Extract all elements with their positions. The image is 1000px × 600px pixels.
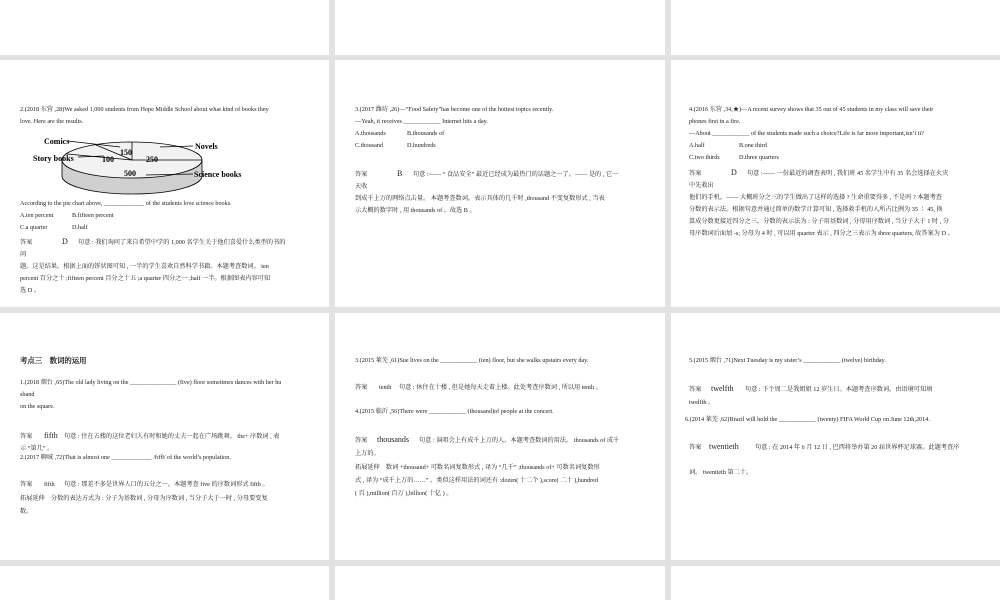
explanation-line: 上万的。	[355, 450, 380, 457]
explanation-line: 句意 : 我们询问了来自希望中学的 1,000 名学生关于他们喜爱什么类型的书的	[78, 239, 286, 246]
answer-value: twelfth	[711, 384, 734, 393]
question-text: 1.(2018 烟台 ,65)The old lady living on the _______________ (five) floor sometimes dances with her hu	[20, 379, 282, 386]
question-text-cont: —About ____________ of the students made such a choice?Life is far more important,isn’t it?	[689, 130, 924, 137]
explanation-line: 算成分数更接近四分之三。分数的表示法为 : 分子用基数词 , 分母用序数词 , 当分子大于 1 时 , 分	[689, 218, 950, 225]
question-text: 5.(2015 烟台 ,71)Next Tuesday is my sister’s ____________ (twelve) birthday.	[689, 357, 886, 364]
slide-section-3	[0, 313, 329, 560]
explanation-line: 示 “第几” 。	[20, 445, 54, 452]
answer-value: B	[397, 169, 403, 178]
explanation-line: 天收	[355, 183, 368, 190]
value-100: 100	[102, 155, 114, 164]
answer-value: tenth	[379, 384, 392, 391]
explanation-line: 母序数词后面加 -s; 分母为 4 时 , 可以用 quarter 表示 , 四分之三表示为 three quarters, 故答案为 D 。	[689, 230, 954, 237]
option-d: D.hundreds	[407, 142, 436, 149]
value-250: 250	[146, 155, 158, 164]
explanation-line: 示大概的数字时 , 用 thousands of 。故选 B 。	[355, 207, 476, 214]
explanation-line: 式 , 译为 “成千上万的……” 。类似这样用法的词还有 :dozen( 十二个 ),score( 二十 ),hundred	[355, 477, 598, 484]
answer-label: 答案	[355, 437, 368, 444]
explanation-line: percent 百分之十 ;fifteen percent 百分之十五 ;a quarter 四分之一 ;half 一半。根据图表内容可知	[20, 275, 271, 282]
answer-label: 答案	[20, 239, 33, 246]
answer-value: twentieth	[709, 442, 739, 451]
question-text-cont: love. Here are the results.	[20, 118, 84, 125]
slide-question-3-4	[335, 313, 665, 560]
option-c: C.thousand	[355, 142, 384, 149]
explanation-line: 拓展延伸 数词 +thousand+ 可数名词复数形式 , 译为 “几千” ;thousands of+ 可数名词复数形	[355, 464, 600, 471]
value-500: 500	[124, 169, 136, 178]
label-story-books: Story books	[33, 154, 74, 163]
explanation-line: 问	[20, 251, 27, 258]
explanation-line: 他们的手机。—— 大概班分之三的学生做出了这样的选择 ? 生命重要得多 , 不是吗 ? 本题考查	[689, 194, 942, 201]
slide-bottom-middle	[335, 566, 665, 600]
answer-label: 答案	[20, 481, 33, 488]
question-text: 3.(2017 潍坊 ,26)—“Food Safety”has become one of the hottest topics recently.	[355, 106, 554, 113]
section-title: 考点三 数词的运用	[20, 356, 87, 365]
option-d: D.three quarters	[739, 154, 779, 161]
answer-value: D	[731, 168, 737, 177]
question-text: 4.(2015 临沂 ,56)There were ____________ (thousand)of people at the concert.	[355, 408, 554, 415]
explanation-line: 数。	[20, 508, 33, 515]
question-text-cont: —Yeah, it receives ____________ Internet hits a day.	[355, 118, 488, 125]
option-a: A.ten percent	[20, 212, 54, 219]
explanation-line: 句意 : 休住在十楼 , 但是她每天走着上楼。此处考查序数词 , 所以用 tenth 。	[399, 384, 602, 391]
question-text-cont: on the square.	[20, 403, 55, 410]
answer-label: 答案	[355, 384, 368, 391]
option-a: A.thousands	[355, 130, 386, 137]
answer-value: thousands	[377, 435, 409, 444]
option-b: B.one third	[739, 142, 767, 149]
explanation-line: 句意 :—— 一份最近的调查表明 , 我们班 45 名学生中有 35 名会选择在火灾	[747, 170, 949, 177]
question-text: 4.(2016 东营 ,34,★)—A recent survey shows that 35 out of 45 students in my class will save their	[689, 106, 934, 113]
answer-label: 答案	[355, 171, 368, 178]
explanation-line: ( 百 ),million( 百万 ),billion( 十亿 ) 。	[355, 490, 453, 497]
explanation-line: 句意 : 在 2014 年 6 月 12 日 , 巴西将举办第 20 届世界杯足球赛。此题考查序	[755, 444, 960, 451]
option-b: B.fifteen percent	[72, 212, 114, 219]
explanation-line: 分数的表示法。根据句意并通过简单的数学计算可知 , 选择救手机的人所占比例为 35 ∶ 45, 换	[689, 206, 943, 213]
option-c: C.two thirds	[689, 154, 720, 161]
explanation-line: 句意 : 演唱会上有成千上万的人。本题考查数词的用法。 thousands of 成千	[419, 437, 620, 444]
explanation-line: 拓展延伸 分数的表达方式为 : 分子为基数词 , 分母为序数词 , 当分子大于一时 , 分母要变复	[20, 495, 268, 502]
explanation-line: 选 D 。	[20, 287, 40, 294]
explanation-line: 句意 : 住在五楼的这位老妇人有时和她的丈夫一起在广场跳舞。 the+ 序数词 , 表	[64, 433, 280, 440]
slide-bottom-left	[0, 566, 329, 600]
explanation-line: 句意 :—— “ 食品安全” 最近已经成为最热门的话题之一了。—— 是的 , 它一	[413, 171, 619, 178]
slide-question-5-6	[671, 313, 1000, 560]
answer-label: 答案	[20, 433, 33, 440]
question-text-cont: sband	[20, 391, 35, 398]
slide-top-middle	[335, 0, 665, 55]
label-novels: Novels	[195, 142, 218, 151]
slide-question-2	[0, 60, 329, 307]
question-text: 2.(2017 聊城 ,72)That is almost one _____________ /fɪfθ/ of the world’s population.	[20, 454, 231, 461]
answer-value: D	[62, 237, 68, 246]
answer-label: 答案	[689, 444, 702, 451]
explanation-line: 到成千上万的网络点击量。 本题考查数词。表示具体的几千时 ,thousand 不变复数形式 , 当表	[355, 195, 605, 202]
answer-value: fifth	[44, 481, 55, 488]
slide-top-left	[0, 0, 329, 55]
answer-label: 答案	[689, 386, 702, 393]
slide-bottom-right	[671, 566, 1000, 600]
question-stem: According to the pie chart above, _____________ of the students love science books.	[20, 200, 232, 207]
question-text: 3.(2015 莱芜 ,61)Sue lives on the ____________ (ten) floor, but she walks upstairs every day.	[355, 357, 589, 364]
question-text-cont: phones first in a fire.	[689, 118, 741, 125]
explanation-line: 句意 : 那差不多是世界人口的五分之一。本题考查 five 的序数词形式 fifth 。	[64, 481, 269, 488]
question-text: 6.(2014 莱芜 ,62)Brazil will hold the ____________ (twenty) FIFA World Cup on June 12th,2014.	[685, 416, 930, 423]
explanation-line: 句意 : 下个周二是我姐姐 12 岁生日。本题考查序数词。由语境可知填	[745, 386, 933, 393]
answer-value: fifth	[44, 431, 58, 440]
option-b: B.thousands of	[407, 130, 445, 137]
label-science-books: Science books	[194, 170, 242, 179]
pie-chart	[30, 130, 270, 200]
explanation-line: 题。这是结果。根据上面的饼状图可知 , 一半的学生喜欢自然科学书籍。本题考查数词。 ten	[20, 263, 269, 270]
value-150: 150	[120, 148, 132, 157]
slide-question-4	[671, 60, 1000, 307]
label-comics: Comics	[44, 137, 70, 146]
explanation-line: 词。 twentieth 第二十。	[689, 469, 753, 476]
question-text: 2.(2018 东营 ,28)We asked 1,000 students from Hope Middle School about what kind of books they	[20, 106, 269, 113]
explanation-line: 中先救出	[689, 182, 714, 189]
option-a: A.half	[689, 142, 705, 149]
option-d: D.half	[72, 224, 88, 231]
explanation-line: twelfth 。	[689, 399, 715, 406]
answer-label: 答案	[689, 170, 702, 177]
slide-top-right	[671, 0, 1000, 55]
option-c: C.a quarter	[20, 224, 48, 231]
slide-question-3	[335, 60, 665, 307]
